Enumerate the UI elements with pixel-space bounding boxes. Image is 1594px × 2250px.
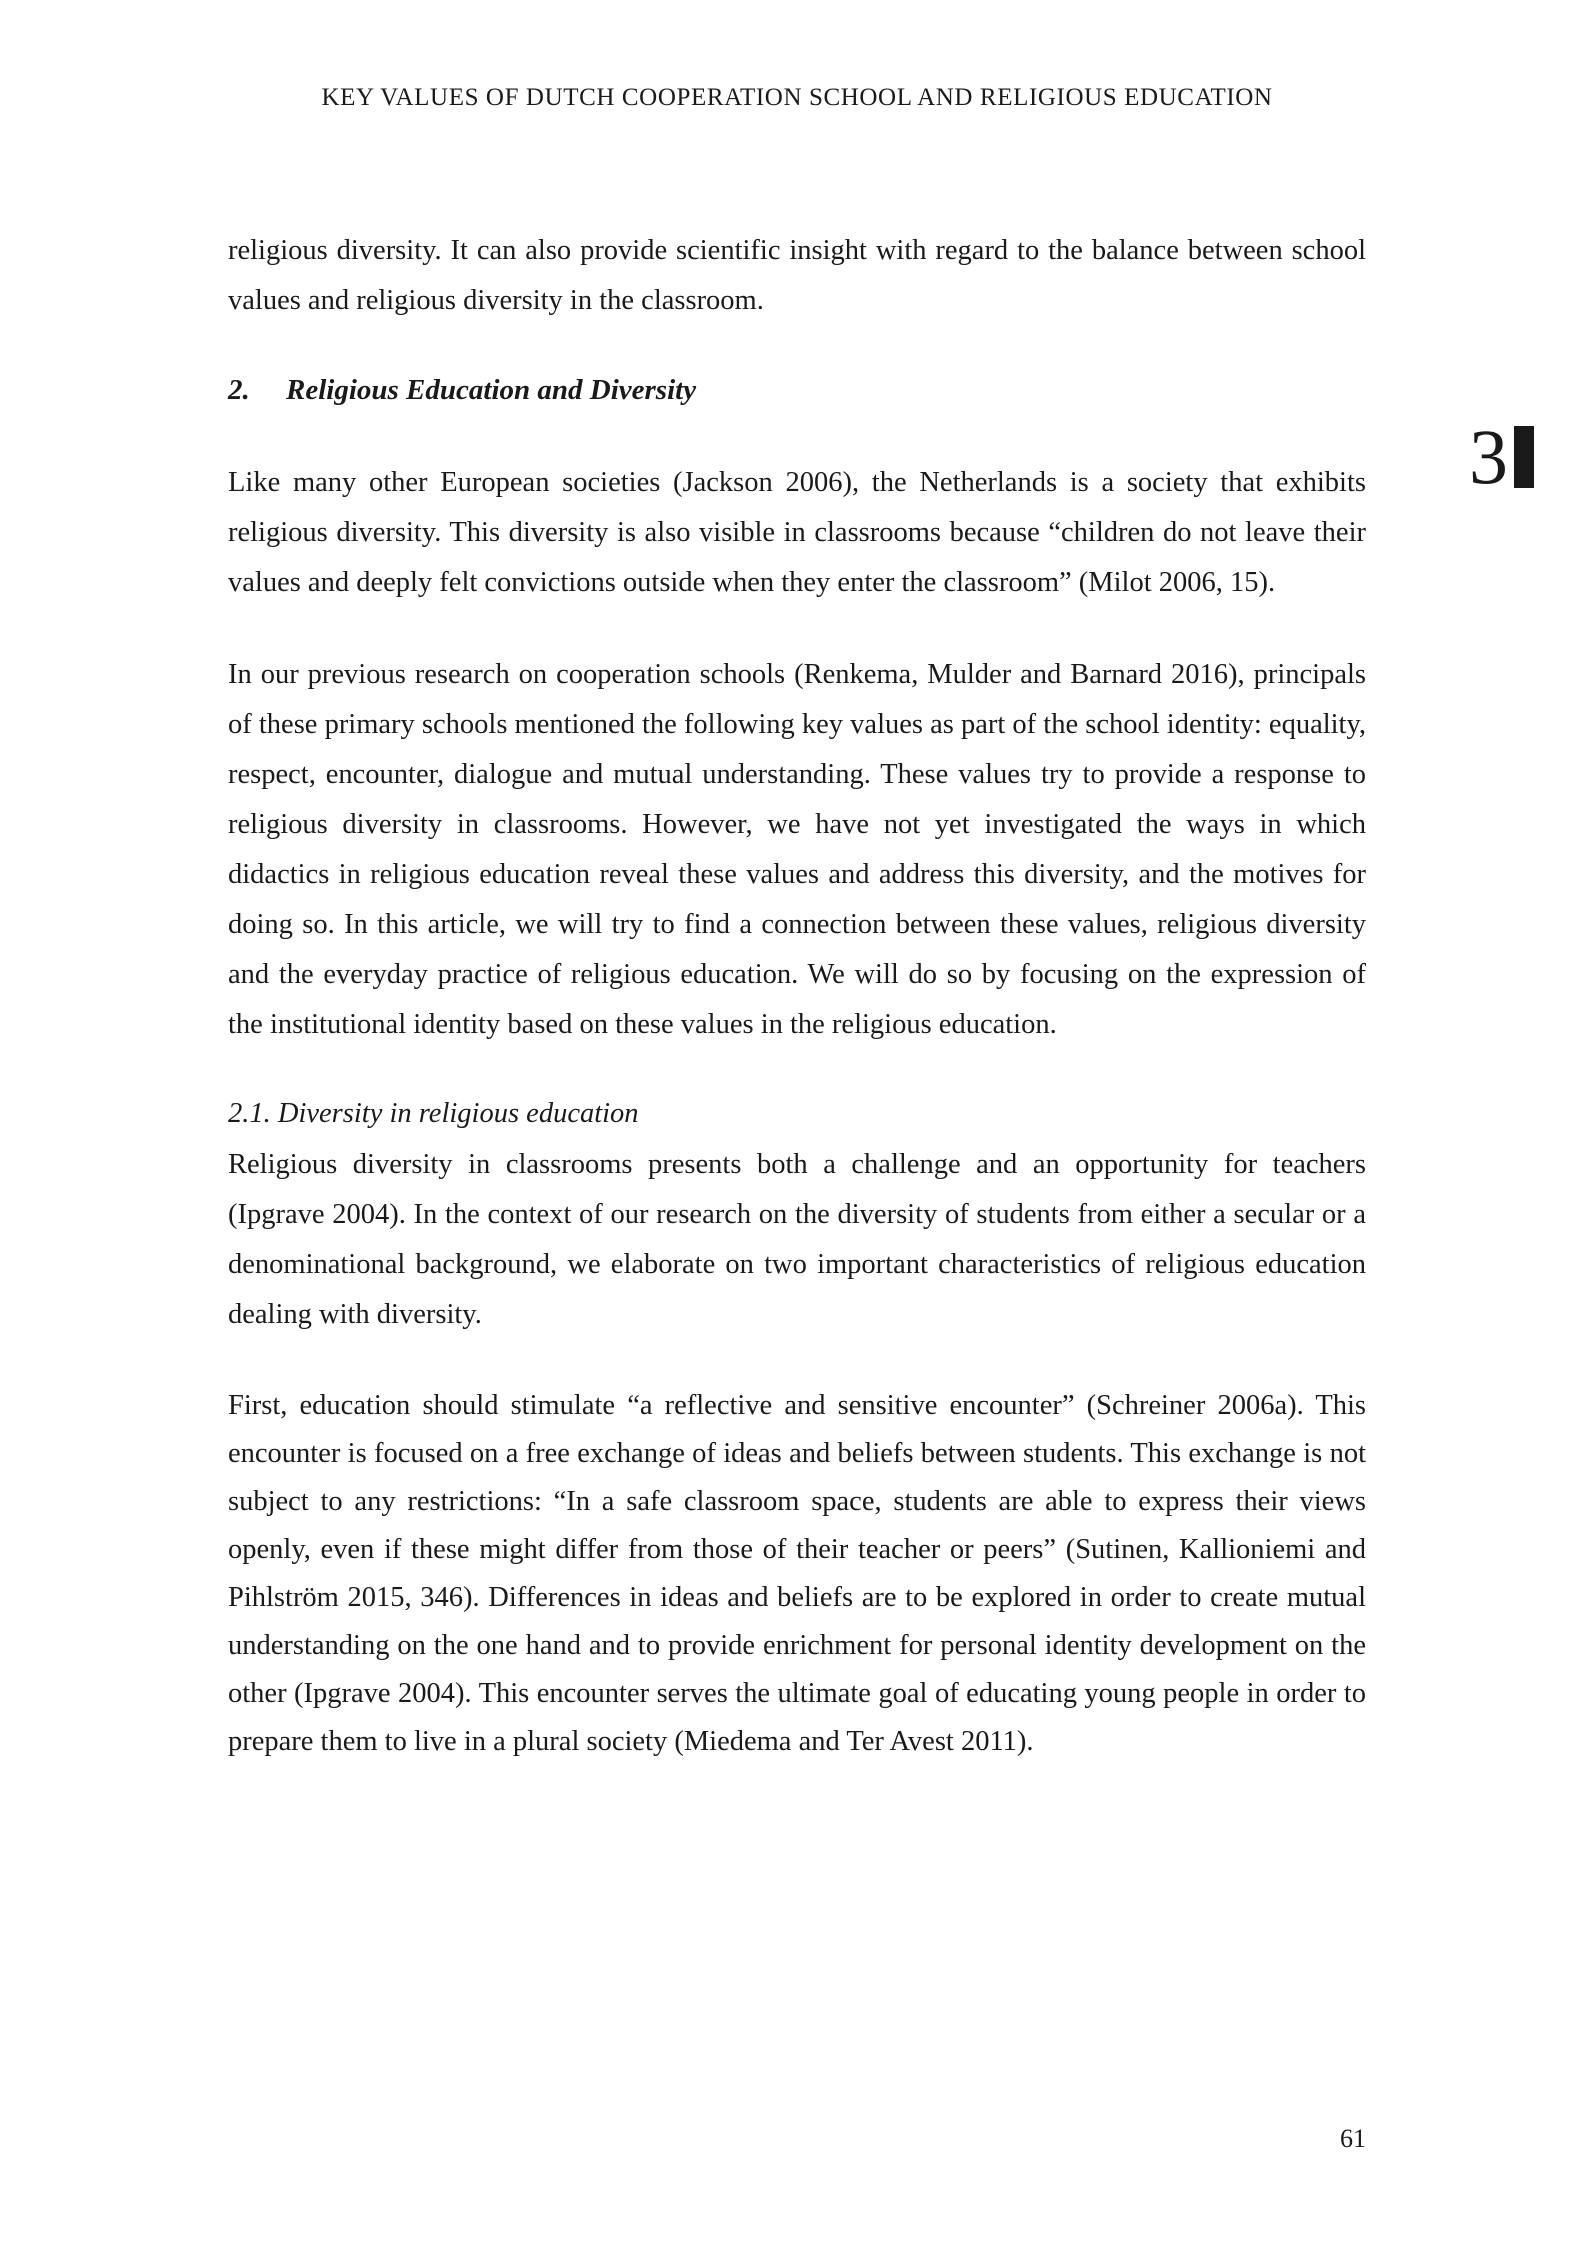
page-number: 61: [1340, 2124, 1366, 2153]
paragraph-4: First, education should stimulate “a reflective and sensitive encounter” (Schreiner 2006a). This encounter is focused on a free exchange of ideas and beliefs between students. This exchange is not subject to any restrictions: “In a safe classroom space, students are able to express their views openly, even if these might differ from those of their teacher or peers” (Sutinen, Kallioniemi and Pihlström 2015, 346). Differences in ideas and beliefs are to be explored in order to create mutual understanding on the one hand and to provide enrichment for personal identity development on the other (Ipgrave 2004). This encounter serves the ultimate goal of educating young people in order to prepare them to live in a plural society (Miedema and Ter Avest 2011).: [228, 1390, 1366, 1757]
paragraph-intro: religious diversity. It can also provide scientific insight with regard to the balance between school values and religious diversity in the classroom.: [228, 235, 1366, 316]
subsection-heading-2-1: 2.1. Diversity in religious education: [228, 1098, 639, 1129]
chapter-number: 3: [1469, 413, 1508, 500]
page-body: [228, 226, 1366, 1808]
paragraph-3: Religious diversity in classrooms presents both a challenge and an opportunity for teachers (Ipgrave 2004). In the context of our research on the diversity of students from either a secular or a denominational background, we elaborate on two important characteristics of religious education dealing with diversity.: [228, 1149, 1366, 1330]
section-heading-2: [228, 368, 1366, 412]
section-number: 2.: [228, 374, 250, 406]
section-title: Religious Education and Diversity: [286, 374, 697, 406]
chapter-marker: [1469, 413, 1534, 500]
paragraph-1: Like many other European societies (Jackson 2006), the Netherlands is a society that exhibits religious diversity. This diversity is also visible in classrooms because “children do not leave their values and deeply felt convictions outside when they enter the classroom” (Milot 2006, 15).: [228, 467, 1366, 598]
running-head: KEY VALUES OF DUTCH COOPERATION SCHOOL AND RELIGIOUS EDUCATION: [321, 84, 1273, 111]
paragraph-2: In our previous research on cooperation schools (Renkema, Mulder and Barnard 2016), principals of these primary schools mentioned the following key values as part of the school identity: equality, respect, encounter, dialogue and mutual understanding. These values try to provide a response to religious diversity in classrooms. However, we have not yet investigated the ways in which didactics in religious education reveal these values and address this diversity, and the motives for doing so. In this article, we will try to find a connection between these values, religious diversity and the everyday practice of religious education. We will do so by focusing on the expression of the institutional identity based on these values in the religious education.: [228, 659, 1366, 1040]
chapter-bar-icon: [1514, 426, 1534, 488]
